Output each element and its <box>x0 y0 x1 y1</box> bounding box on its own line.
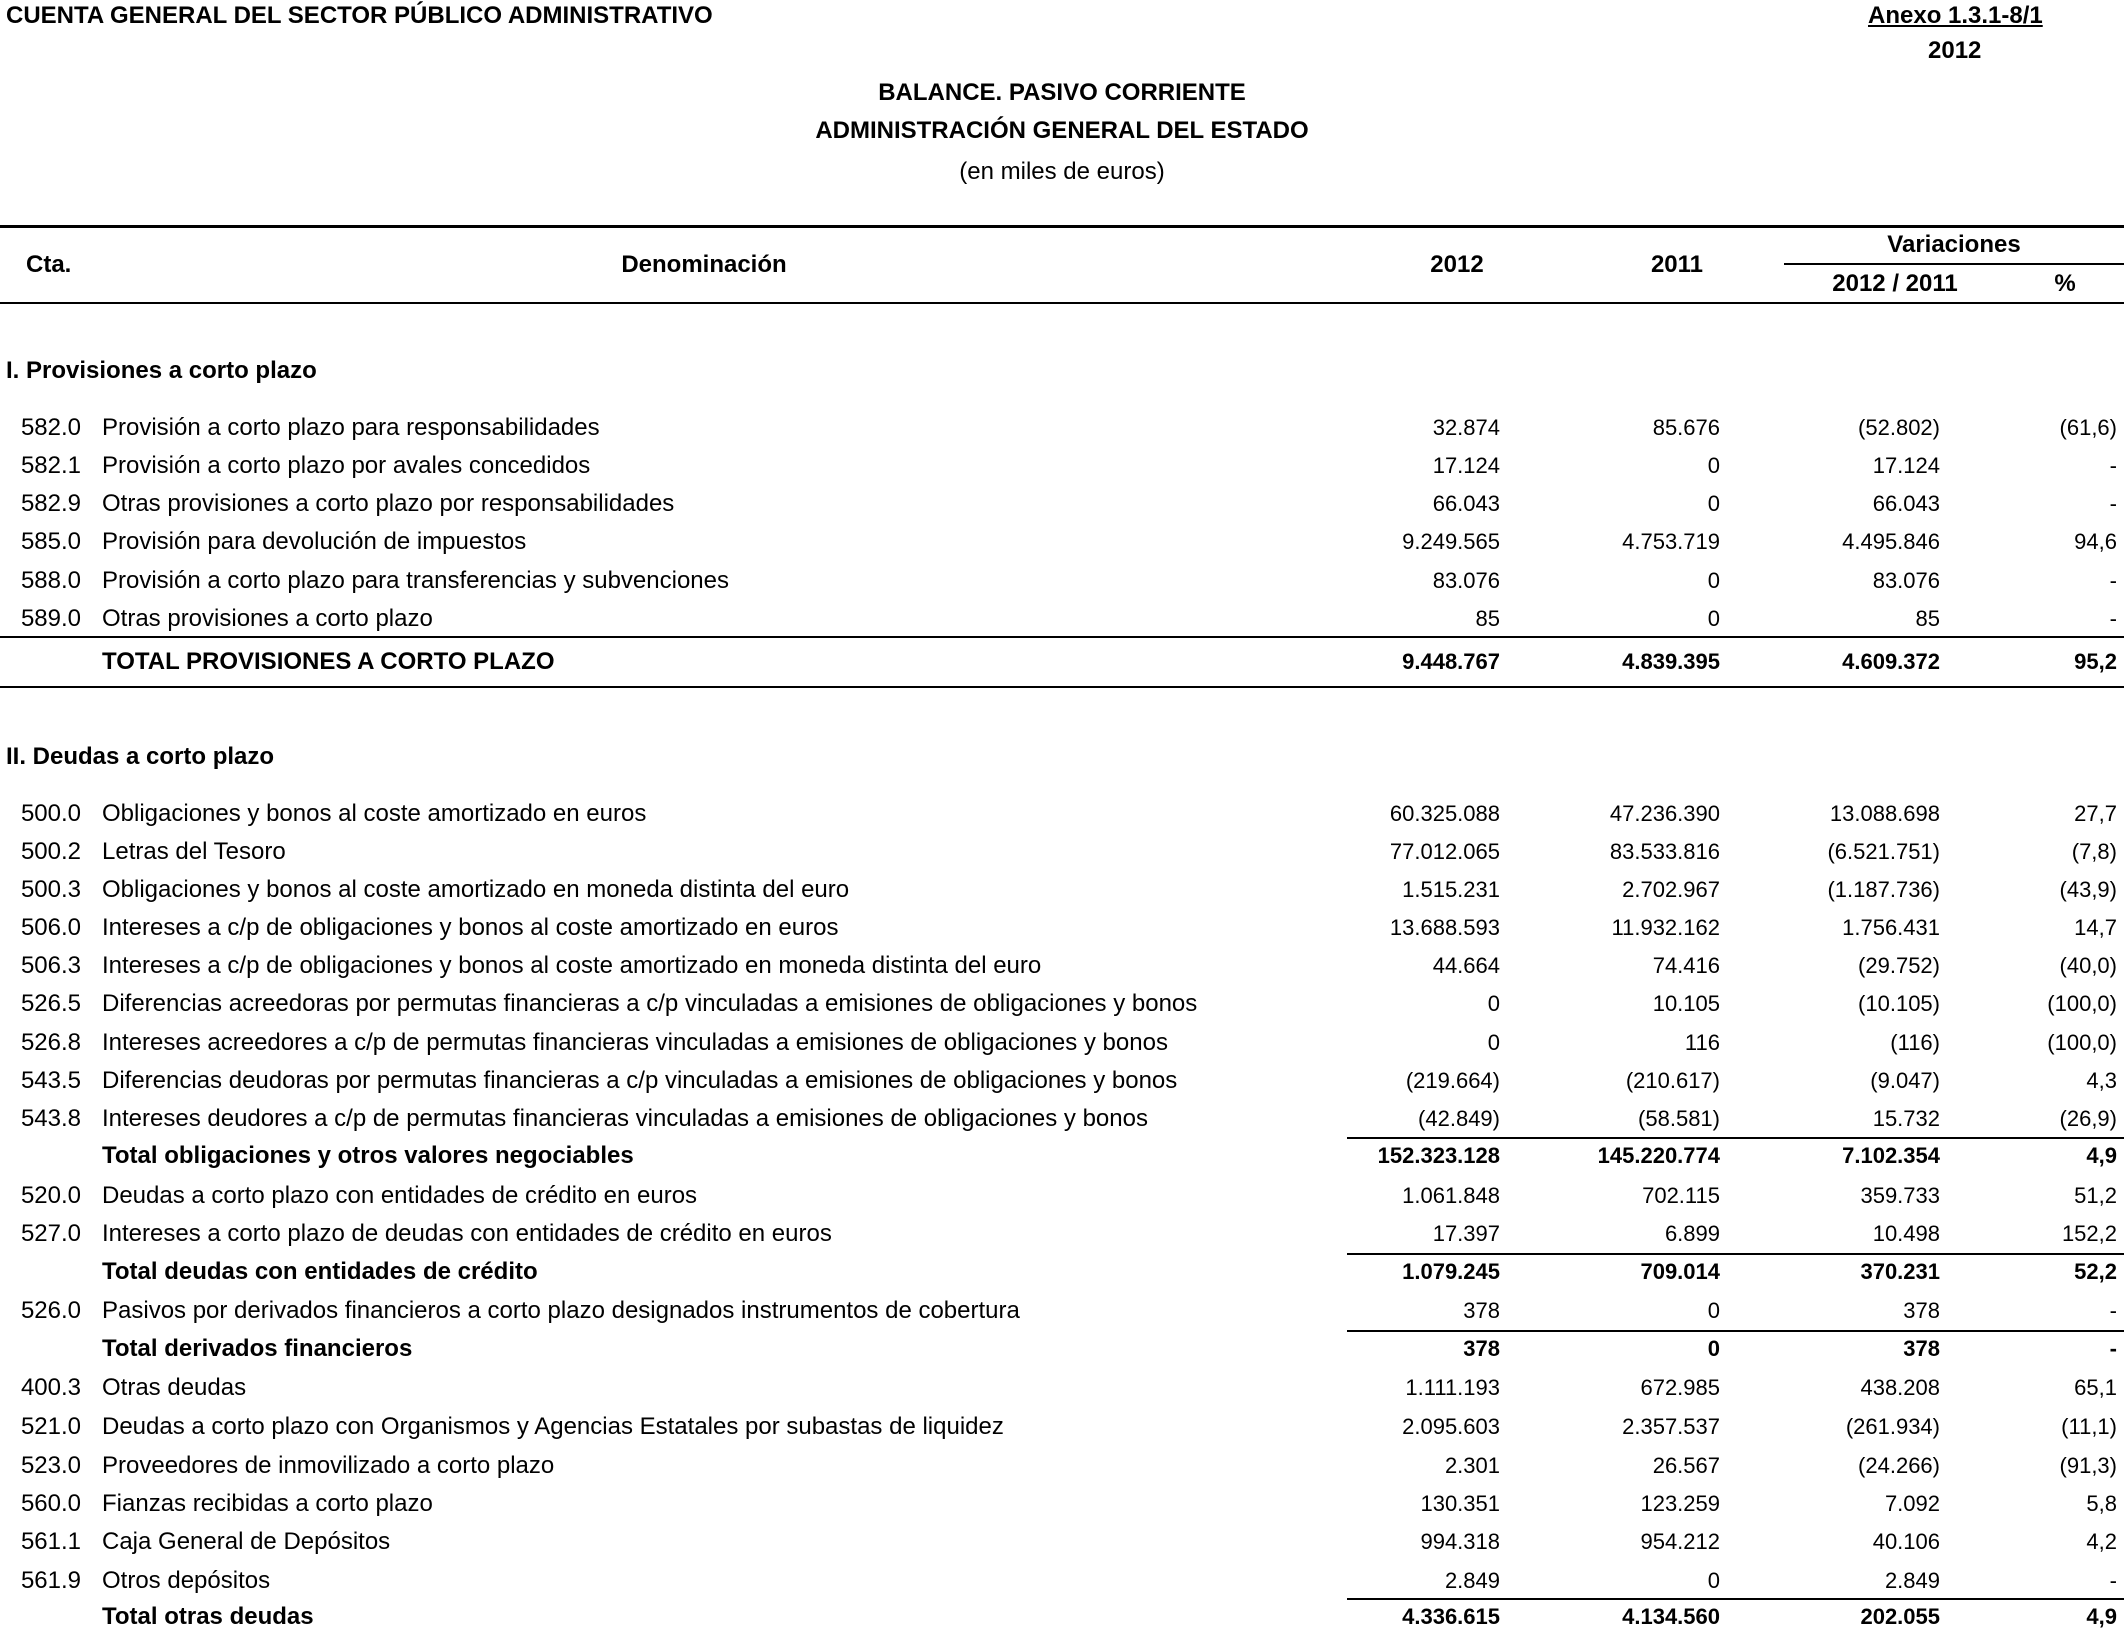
variation-abs: 7.102.354 <box>1842 1143 1940 1168</box>
variation-abs: (116) <box>1890 1030 1940 1055</box>
value-2012: 1.515.231 <box>1402 877 1500 902</box>
table-row <box>0 985 2124 1023</box>
variation-abs: (1.187.736) <box>1827 877 1940 902</box>
value-2012: 60.325.088 <box>1389 801 1500 826</box>
account-name: Provisión a corto plazo por avales concedidos <box>102 452 591 479</box>
table-row <box>0 409 2124 447</box>
account-code: 585.0 <box>20 528 81 555</box>
variation-abs: 378 <box>1903 1336 1940 1361</box>
table-row <box>0 1485 2124 1523</box>
variation-abs: 2.849 <box>1884 1568 1940 1593</box>
value-2012: 0 <box>1487 1030 1500 1055</box>
table-row <box>0 1024 2124 1062</box>
variation-abs: (24.266) <box>1858 1453 1940 1478</box>
variation-abs: 17.124 <box>1872 453 1940 478</box>
variation-abs: 10.498 <box>1872 1221 1940 1246</box>
account-code: 588.0 <box>20 567 81 594</box>
total-row <box>0 1253 2124 1291</box>
value-2012: 32.874 <box>1432 415 1500 440</box>
variation-pct: - <box>2109 1298 2117 1323</box>
table-row <box>0 1562 2124 1600</box>
value-2011: 2.702.967 <box>1622 877 1720 902</box>
value-2012: 0 <box>1487 991 1500 1016</box>
account-code: 526.8 <box>20 1029 81 1056</box>
variation-abs: (261.934) <box>1845 1414 1940 1439</box>
value-2011: 0 <box>1707 1336 1720 1361</box>
variation-abs: 370.231 <box>1860 1259 1940 1284</box>
variation-pct: - <box>2109 1336 2117 1361</box>
value-2011: 47.236.390 <box>1609 801 1720 826</box>
value-2011: (210.617) <box>1625 1068 1720 1093</box>
variation-pct: 65,1 <box>2074 1375 2117 1400</box>
variation-pct: 27,7 <box>2074 801 2117 826</box>
total-row <box>0 1330 2124 1368</box>
variation-pct: 4,9 <box>2086 1604 2117 1629</box>
report-subtitle: ADMINISTRACIÓN GENERAL DEL ESTADO <box>815 117 1309 144</box>
value-2012: 2.301 <box>1444 1453 1500 1478</box>
account-code: 543.5 <box>20 1067 81 1094</box>
variation-abs: 7.092 <box>1884 1491 1940 1516</box>
value-2011: 0 <box>1707 491 1720 516</box>
table-row <box>0 1523 2124 1561</box>
variation-pct: - <box>2109 606 2117 631</box>
variation-pct: (26,9) <box>2059 1106 2117 1131</box>
variation-abs: 40.106 <box>1872 1529 1940 1554</box>
variation-pct: (7,8) <box>2071 839 2117 864</box>
value-2012: 13.688.593 <box>1389 915 1500 940</box>
account-code: 582.0 <box>20 414 81 441</box>
value-2012: 1.111.193 <box>1405 1375 1500 1400</box>
variation-abs: (52.802) <box>1858 415 1940 440</box>
value-2011: 0 <box>1707 568 1720 593</box>
variation-pct: 94,6 <box>2074 529 2117 554</box>
value-2011: (58.581) <box>1638 1106 1720 1131</box>
variation-pct: 5,8 <box>2086 1491 2117 1516</box>
col-header-2011: 2011 <box>1650 251 1704 278</box>
value-2012: 9.448.767 <box>1402 649 1500 674</box>
value-2011: 4.753.719 <box>1622 529 1720 554</box>
account-name: Total otras deudas <box>102 1603 314 1630</box>
table-row <box>0 833 2124 871</box>
account-name: Obligaciones y bonos al coste amortizado en euros <box>102 800 647 827</box>
account-code: 527.0 <box>20 1220 81 1247</box>
account-code: 560.0 <box>20 1490 81 1517</box>
account-name: Deudas a corto plazo con entidades de crédito en euros <box>102 1182 698 1209</box>
account-name: Intereses a c/p de obligaciones y bonos al coste amortizado en euros <box>102 914 839 941</box>
subtotal-rule <box>1347 1330 2124 1332</box>
variation-abs: 378 <box>1903 1298 1940 1323</box>
variation-abs: 85 <box>1915 606 1940 631</box>
total-row <box>0 1598 2124 1636</box>
table-row <box>0 1100 2124 1138</box>
variation-pct: - <box>2109 491 2117 516</box>
account-code: 523.0 <box>20 1452 81 1479</box>
table-row <box>0 523 2124 561</box>
value-2011: 702.115 <box>1642 1183 1720 1208</box>
account-code: 561.1 <box>20 1528 81 1555</box>
table-row <box>0 1215 2124 1253</box>
table-row <box>0 562 2124 600</box>
value-2012: 1.061.848 <box>1402 1183 1500 1208</box>
variation-abs: 4.609.372 <box>1842 649 1940 674</box>
variation-abs: 15.732 <box>1872 1106 1940 1131</box>
account-name: Intereses deudores a c/p de permutas financieras vinculadas a emisiones de obligaciones y bonos <box>102 1105 1148 1132</box>
value-2012: 378 <box>1463 1336 1500 1361</box>
value-2011: 11.932.162 <box>1611 915 1720 940</box>
section-header-row <box>0 738 2124 776</box>
value-2012: 378 <box>1463 1298 1500 1323</box>
account-code: 506.0 <box>20 914 81 941</box>
report-year: 2012 <box>1928 37 1982 64</box>
account-code: 500.3 <box>20 876 81 903</box>
variation-abs: (29.752) <box>1858 953 1940 978</box>
account-name: TOTAL PROVISIONES A CORTO PLAZO <box>102 648 555 675</box>
variation-pct: 95,2 <box>2074 649 2117 674</box>
value-2012: 83.076 <box>1432 568 1500 593</box>
account-name: Otras deudas <box>102 1374 247 1401</box>
account-code: 500.2 <box>20 838 81 865</box>
variation-pct: 52,2 <box>2074 1259 2117 1284</box>
value-2012: 1.079.245 <box>1402 1259 1500 1284</box>
account-name: Intereses a corto plazo de deudas con entidades de crédito en euros <box>102 1220 832 1247</box>
value-2012: 44.664 <box>1432 953 1500 978</box>
account-name: Provisión para devolución de impuestos <box>102 528 527 555</box>
total-row <box>0 1137 2124 1175</box>
variation-abs: (10.105) <box>1858 991 1940 1016</box>
account-name: Diferencias acreedoras por permutas financieras a c/p vinculadas a emisiones de obligaciones y bonos <box>102 990 1198 1017</box>
variation-abs: (6.521.751) <box>1827 839 1940 864</box>
report-title: BALANCE. PASIVO CORRIENTE <box>878 79 1246 106</box>
table-row <box>0 600 2124 638</box>
account-name: Otras provisiones a corto plazo por responsabilidades <box>102 490 675 517</box>
variation-pct: (40,0) <box>2059 953 2117 978</box>
account-code: 543.8 <box>20 1105 81 1132</box>
variation-pct: 4,3 <box>2086 1068 2117 1093</box>
variation-pct: - <box>2109 568 2117 593</box>
variation-abs: (9.047) <box>1870 1068 1940 1093</box>
variation-abs: 438.208 <box>1860 1375 1940 1400</box>
value-2011: 0 <box>1707 606 1720 631</box>
value-2011: 85.676 <box>1652 415 1720 440</box>
table-row <box>0 871 2124 909</box>
variation-abs: 4.495.846 <box>1842 529 1940 554</box>
col-header-2012: 2012 <box>1430 251 1484 278</box>
variation-pct: - <box>2109 453 2117 478</box>
col-header-variaciones: Variaciones <box>1887 231 2021 258</box>
account-name: Obligaciones y bonos al coste amortizado en moneda distinta del euro <box>102 876 850 903</box>
account-name: Provisión a corto plazo para transferencias y subvenciones <box>102 567 729 594</box>
table-row <box>0 1369 2124 1407</box>
variation-pct: 4,2 <box>2086 1529 2117 1554</box>
account-code: 506.3 <box>20 952 81 979</box>
variation-pct: (11,1) <box>2061 1414 2117 1439</box>
value-2012: 77.012.065 <box>1389 839 1500 864</box>
account-name: Letras del Tesoro <box>102 838 286 865</box>
account-code: 520.0 <box>20 1182 81 1209</box>
value-2011: 145.220.774 <box>1597 1143 1720 1168</box>
account-name: Total derivados financieros <box>102 1335 413 1362</box>
subtotal-rule <box>1347 1137 2124 1139</box>
value-2012: 2.849 <box>1444 1568 1500 1593</box>
col-header-denominacion: Denominación <box>621 251 787 278</box>
col-header-var-pct: % <box>2054 270 2076 297</box>
value-2012: (219.664) <box>1405 1068 1500 1093</box>
variation-pct: - <box>2109 1568 2117 1593</box>
value-2012: 9.249.565 <box>1402 529 1500 554</box>
report-org-title: CUENTA GENERAL DEL SECTOR PÚBLICO ADMINISTRATIVO <box>6 2 713 29</box>
account-name: Otros depósitos <box>102 1567 271 1594</box>
variation-pct: (100,0) <box>2047 1030 2117 1055</box>
value-2011: 4.839.395 <box>1622 649 1720 674</box>
value-2011: 954.212 <box>1640 1529 1720 1554</box>
value-2011: 709.014 <box>1640 1259 1720 1284</box>
account-code: 526.5 <box>20 990 81 1017</box>
variation-abs: 202.055 <box>1860 1604 1940 1629</box>
value-2011: 0 <box>1707 453 1720 478</box>
account-code: 400.3 <box>20 1374 81 1401</box>
account-name: Proveedores de inmovilizado a corto plazo <box>102 1452 555 1479</box>
subtotal-rule <box>1347 1253 2124 1255</box>
table-row <box>0 795 2124 833</box>
account-name: Deudas a corto plazo con Organismos y Agencias Estatales por subastas de liquidez <box>102 1413 1004 1440</box>
value-2011: 116 <box>1684 1030 1720 1055</box>
value-2011: 10.105 <box>1652 991 1720 1016</box>
variation-abs: 83.076 <box>1872 568 1940 593</box>
value-2012: 2.095.603 <box>1402 1414 1500 1439</box>
variation-pct: 4,9 <box>2086 1143 2117 1168</box>
table-row <box>0 1447 2124 1485</box>
section-header-row <box>0 352 2124 390</box>
variation-abs: 66.043 <box>1872 491 1940 516</box>
account-code: 500.0 <box>20 800 81 827</box>
value-2011: 0 <box>1707 1298 1720 1323</box>
variation-pct: (43,9) <box>2059 877 2117 902</box>
total-row <box>0 643 2124 681</box>
variation-pct: 14,7 <box>2074 915 2117 940</box>
value-2011: 2.357.537 <box>1622 1414 1720 1439</box>
value-2012: 66.043 <box>1432 491 1500 516</box>
variation-abs: 13.088.698 <box>1829 801 1940 826</box>
value-2012: (42.849) <box>1418 1106 1500 1131</box>
grand-total-bottom-rule <box>0 686 2124 688</box>
variation-pct: (91,3) <box>2059 1453 2117 1478</box>
account-name: Pasivos por derivados financieros a corto plazo designados instrumentos de cobertura <box>102 1297 1020 1324</box>
value-2011: 123.259 <box>1640 1491 1720 1516</box>
account-name: Diferencias deudoras por permutas financieras a c/p vinculadas a emisiones de obligaciones y bonos <box>102 1067 1178 1094</box>
value-2011: 4.134.560 <box>1622 1604 1720 1629</box>
variation-pct: (61,6) <box>2059 415 2117 440</box>
table-row <box>0 1292 2124 1330</box>
variation-pct: 152,2 <box>2061 1221 2117 1246</box>
value-2011: 0 <box>1707 1568 1720 1593</box>
annex-label: Anexo 1.3.1-8/1 <box>1868 2 2043 29</box>
account-code: 526.0 <box>20 1297 81 1324</box>
value-2012: 152.323.128 <box>1377 1143 1500 1168</box>
value-2012: 130.351 <box>1420 1491 1500 1516</box>
table-row <box>0 447 2124 485</box>
value-2012: 17.124 <box>1432 453 1500 478</box>
units-note: (en miles de euros) <box>959 158 1165 185</box>
account-name: Total obligaciones y otros valores negociables <box>102 1142 634 1169</box>
account-name: Intereses a c/p de obligaciones y bonos al coste amortizado en moneda distinta del euro <box>102 952 1042 979</box>
variation-abs: 1.756.431 <box>1842 915 1940 940</box>
col-header-var-abs: 2012 / 2011 <box>1832 270 1958 297</box>
grand-total-top-rule <box>0 636 2124 638</box>
table-row <box>0 909 2124 947</box>
value-2012: 994.318 <box>1420 1529 1500 1554</box>
value-2011: 672.985 <box>1640 1375 1720 1400</box>
value-2011: 74.416 <box>1652 953 1720 978</box>
subtotal-rule <box>1347 1598 2124 1600</box>
variation-abs: 359.733 <box>1860 1183 1940 1208</box>
table-row <box>0 485 2124 523</box>
table-row <box>0 947 2124 985</box>
account-name: Fianzas recibidas a corto plazo <box>102 1490 433 1517</box>
section-title: I. Provisiones a corto plazo <box>6 357 317 384</box>
variation-pct: (100,0) <box>2047 991 2117 1016</box>
account-code: 582.1 <box>20 452 81 479</box>
col-header-cta: Cta. <box>26 251 72 278</box>
value-2011: 6.899 <box>1664 1221 1720 1246</box>
table-row <box>0 1177 2124 1215</box>
value-2011: 26.567 <box>1652 1453 1720 1478</box>
value-2012: 17.397 <box>1432 1221 1500 1246</box>
section-title: II. Deudas a corto plazo <box>6 743 275 770</box>
account-name: Intereses acreedores a c/p de permutas financieras vinculadas a emisiones de obligaciones y bonos <box>102 1029 1168 1056</box>
account-code: 561.9 <box>20 1567 81 1594</box>
table-row <box>0 1408 2124 1446</box>
value-2012: 85 <box>1475 606 1500 631</box>
value-2012: 4.336.615 <box>1402 1604 1500 1629</box>
value-2011: 83.533.816 <box>1609 839 1720 864</box>
account-name: Caja General de Depósitos <box>102 1528 391 1555</box>
account-name: Provisión a corto plazo para responsabilidades <box>102 414 600 441</box>
account-code: 521.0 <box>20 1413 81 1440</box>
account-code: 589.0 <box>20 605 81 632</box>
table-row <box>0 1062 2124 1100</box>
variation-pct: 51,2 <box>2074 1183 2117 1208</box>
account-name: Total deudas con entidades de crédito <box>102 1258 538 1285</box>
account-code: 582.9 <box>20 490 81 517</box>
account-name: Otras provisiones a corto plazo <box>102 605 433 632</box>
